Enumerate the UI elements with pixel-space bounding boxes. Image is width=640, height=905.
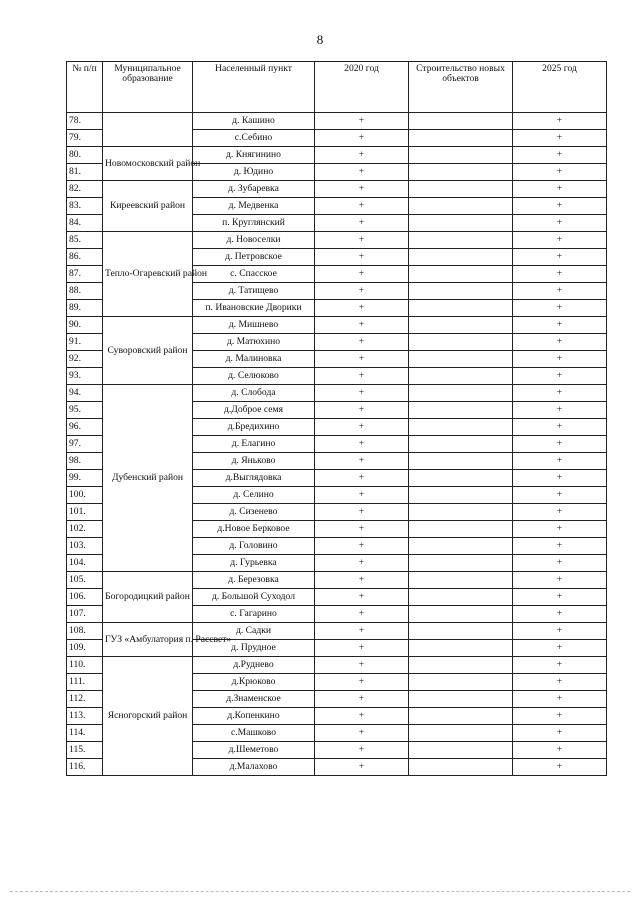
mark-2025: + [513,368,607,385]
settlement-name: д. Большой Суходол [193,589,315,606]
construction-cell [409,589,513,606]
settlement-name: с.Машково [193,725,315,742]
mark-2020: + [315,674,409,691]
settlement-name: д. Яньково [193,453,315,470]
construction-cell [409,538,513,555]
header-place: Населенный пункт [193,62,315,113]
table-body [67,113,607,776]
settlement-name: д. Княгинино [193,147,315,164]
row-number: 98. [67,453,103,470]
settlement-name: д. Садки [193,623,315,640]
construction-cell [409,368,513,385]
row-number: 103. [67,538,103,555]
settlement-name: д. Гурьевка [193,555,315,572]
table-row [67,181,607,198]
mark-2020: + [315,691,409,708]
settlement-name: д. Зубаревка [193,181,315,198]
page-edge-dashes [10,891,630,893]
settlement-name: д. Медвенка [193,198,315,215]
mark-2020: + [315,759,409,776]
mark-2020: + [315,453,409,470]
construction-cell [409,606,513,623]
mark-2020: + [315,419,409,436]
settlement-name: д.Копенкино [193,708,315,725]
mark-2025: + [513,419,607,436]
settlement-name: д. Малиновка [193,351,315,368]
mark-2020: + [315,368,409,385]
construction-cell [409,742,513,759]
page-number: 8 [316,32,324,47]
construction-cell [409,215,513,232]
district-cell [103,113,193,147]
settlement-name: д.Крюково [193,674,315,691]
mark-2025: + [513,589,607,606]
construction-cell [409,691,513,708]
mark-2025: + [513,198,607,215]
construction-cell [409,725,513,742]
row-number: 85. [67,232,103,249]
mark-2020: + [315,215,409,232]
mark-2025: + [513,759,607,776]
construction-cell [409,351,513,368]
row-number: 112. [67,691,103,708]
mark-2020: + [315,470,409,487]
mark-2020: + [315,657,409,674]
settlement-name: д. Кашино [193,113,315,130]
mark-2025: + [513,147,607,164]
mark-2020: + [315,742,409,759]
settlement-name: д. Селюково [193,368,315,385]
construction-cell [409,283,513,300]
mark-2025: + [513,334,607,351]
header-construction: Строительство новых объектов [409,62,513,113]
header-district: Муниципальное образование [103,62,193,113]
mark-2020: + [315,623,409,640]
mark-2020: + [315,147,409,164]
row-number: 86. [67,249,103,266]
settlement-name: д. Татищево [193,283,315,300]
construction-cell [409,334,513,351]
mark-2020: + [315,113,409,130]
mark-2020: + [315,725,409,742]
construction-cell [409,674,513,691]
construction-cell [409,555,513,572]
mark-2025: + [513,606,607,623]
header-2020: 2020 год [315,62,409,113]
settlement-name: п. Ивановские Дворики [193,300,315,317]
settlements-table [66,61,607,776]
mark-2025: + [513,657,607,674]
mark-2025: + [513,708,607,725]
construction-cell [409,572,513,589]
construction-cell [409,113,513,130]
row-number: 104. [67,555,103,572]
row-number: 107. [67,606,103,623]
table-header-row [67,62,607,113]
row-number: 97. [67,436,103,453]
mark-2020: + [315,317,409,334]
row-number: 78. [67,113,103,130]
row-number: 92. [67,351,103,368]
construction-cell [409,419,513,436]
mark-2025: + [513,521,607,538]
mark-2020: + [315,589,409,606]
district-cell: Тепло-Огаревский район [103,232,193,317]
construction-cell [409,470,513,487]
mark-2020: + [315,640,409,657]
mark-2025: + [513,487,607,504]
settlement-name: д. Матюхино [193,334,315,351]
mark-2025: + [513,181,607,198]
mark-2025: + [513,351,607,368]
mark-2025: + [513,300,607,317]
mark-2025: + [513,470,607,487]
row-number: 110. [67,657,103,674]
settlement-name: д. Юдино [193,164,315,181]
settlement-name: д. Сизенево [193,504,315,521]
mark-2025: + [513,385,607,402]
row-number: 116. [67,759,103,776]
settlement-name: д. Елагино [193,436,315,453]
mark-2025: + [513,402,607,419]
construction-cell [409,181,513,198]
district-cell: Ясногорский район [103,657,193,776]
mark-2025: + [513,436,607,453]
construction-cell [409,249,513,266]
row-number: 95. [67,402,103,419]
mark-2020: + [315,606,409,623]
settlement-name: д. Новоселки [193,232,315,249]
mark-2020: + [315,164,409,181]
row-number: 108. [67,623,103,640]
row-number: 82. [67,181,103,198]
mark-2025: + [513,113,607,130]
mark-2025: + [513,572,607,589]
settlement-name: д. Слобода [193,385,315,402]
settlement-name: с. Спасское [193,266,315,283]
settlement-name: с. Гагарино [193,606,315,623]
row-number: 83. [67,198,103,215]
mark-2025: + [513,538,607,555]
row-number: 101. [67,504,103,521]
construction-cell [409,300,513,317]
mark-2025: + [513,164,607,181]
settlement-name: д.Малахово [193,759,315,776]
row-number: 96. [67,419,103,436]
table-row [67,385,607,402]
mark-2025: + [513,555,607,572]
table-row [67,317,607,334]
mark-2025: + [513,249,607,266]
row-number: 115. [67,742,103,759]
table-row [67,232,607,249]
construction-cell [409,623,513,640]
mark-2020: + [315,198,409,215]
mark-2025: + [513,130,607,147]
district-cell: Богородицкий район [103,572,193,623]
construction-cell [409,317,513,334]
row-number: 88. [67,283,103,300]
construction-cell [409,436,513,453]
mark-2025: + [513,215,607,232]
mark-2020: + [315,487,409,504]
row-number: 113. [67,708,103,725]
row-number: 99. [67,470,103,487]
district-cell: Киреевский район [103,181,193,232]
mark-2020: + [315,334,409,351]
construction-cell [409,453,513,470]
row-number: 106. [67,589,103,606]
construction-cell [409,198,513,215]
construction-cell [409,504,513,521]
construction-cell [409,130,513,147]
settlement-name: д. Мишнево [193,317,315,334]
construction-cell [409,164,513,181]
settlement-name: д.Доброе семя [193,402,315,419]
table-row [67,113,607,130]
header-2025: 2025 год [513,62,607,113]
header-num: № п/п [67,62,103,113]
row-number: 100. [67,487,103,504]
construction-cell [409,147,513,164]
mark-2025: + [513,674,607,691]
row-number: 114. [67,725,103,742]
mark-2020: + [315,300,409,317]
settlement-name: д.Шеметово [193,742,315,759]
construction-cell [409,657,513,674]
row-number: 80. [67,147,103,164]
mark-2020: + [315,385,409,402]
table-row [67,623,607,640]
row-number: 109. [67,640,103,657]
mark-2025: + [513,623,607,640]
mark-2025: + [513,317,607,334]
table-row [67,657,607,674]
settlement-name: д. Прудное [193,640,315,657]
mark-2025: + [513,691,607,708]
row-number: 102. [67,521,103,538]
row-number: 90. [67,317,103,334]
row-number: 81. [67,164,103,181]
mark-2025: + [513,504,607,521]
district-cell: Дубенский район [103,385,193,572]
construction-cell [409,708,513,725]
row-number: 87. [67,266,103,283]
table-row [67,147,607,164]
row-number: 89. [67,300,103,317]
row-number: 111. [67,674,103,691]
settlement-name: д. Селино [193,487,315,504]
mark-2025: + [513,742,607,759]
mark-2020: + [315,266,409,283]
row-number: 91. [67,334,103,351]
mark-2020: + [315,538,409,555]
settlement-name: с.Себино [193,130,315,147]
mark-2025: + [513,266,607,283]
mark-2025: + [513,725,607,742]
row-number: 79. [67,130,103,147]
mark-2020: + [315,351,409,368]
row-number: 84. [67,215,103,232]
mark-2020: + [315,232,409,249]
district-cell: Новомосковский район [103,147,193,181]
mark-2020: + [315,504,409,521]
mark-2020: + [315,521,409,538]
mark-2020: + [315,555,409,572]
construction-cell [409,402,513,419]
district-cell: Суворовский район [103,317,193,385]
construction-cell [409,640,513,657]
table-row [67,572,607,589]
mark-2020: + [315,249,409,266]
mark-2025: + [513,283,607,300]
settlement-name: д. Березовка [193,572,315,589]
row-number: 93. [67,368,103,385]
settlement-name: д. Петровское [193,249,315,266]
settlement-name: д.Выглядовка [193,470,315,487]
mark-2020: + [315,572,409,589]
settlement-name: д.Новое Берковое [193,521,315,538]
construction-cell [409,266,513,283]
mark-2025: + [513,640,607,657]
mark-2020: + [315,181,409,198]
mark-2025: + [513,453,607,470]
mark-2020: + [315,130,409,147]
row-number: 105. [67,572,103,589]
settlement-name: д.Руднево [193,657,315,674]
district-cell: ГУЗ «Амбулатория п. Рассвет» [103,623,193,657]
settlement-name: д. Головино [193,538,315,555]
mark-2020: + [315,436,409,453]
construction-cell [409,385,513,402]
mark-2025: + [513,232,607,249]
construction-cell [409,487,513,504]
construction-cell [409,521,513,538]
mark-2020: + [315,402,409,419]
settlement-name: д.Знаменское [193,691,315,708]
row-number: 94. [67,385,103,402]
mark-2020: + [315,708,409,725]
settlement-name: д.Бредихино [193,419,315,436]
construction-cell [409,759,513,776]
settlement-name: п. Круглянский [193,215,315,232]
construction-cell [409,232,513,249]
mark-2020: + [315,283,409,300]
